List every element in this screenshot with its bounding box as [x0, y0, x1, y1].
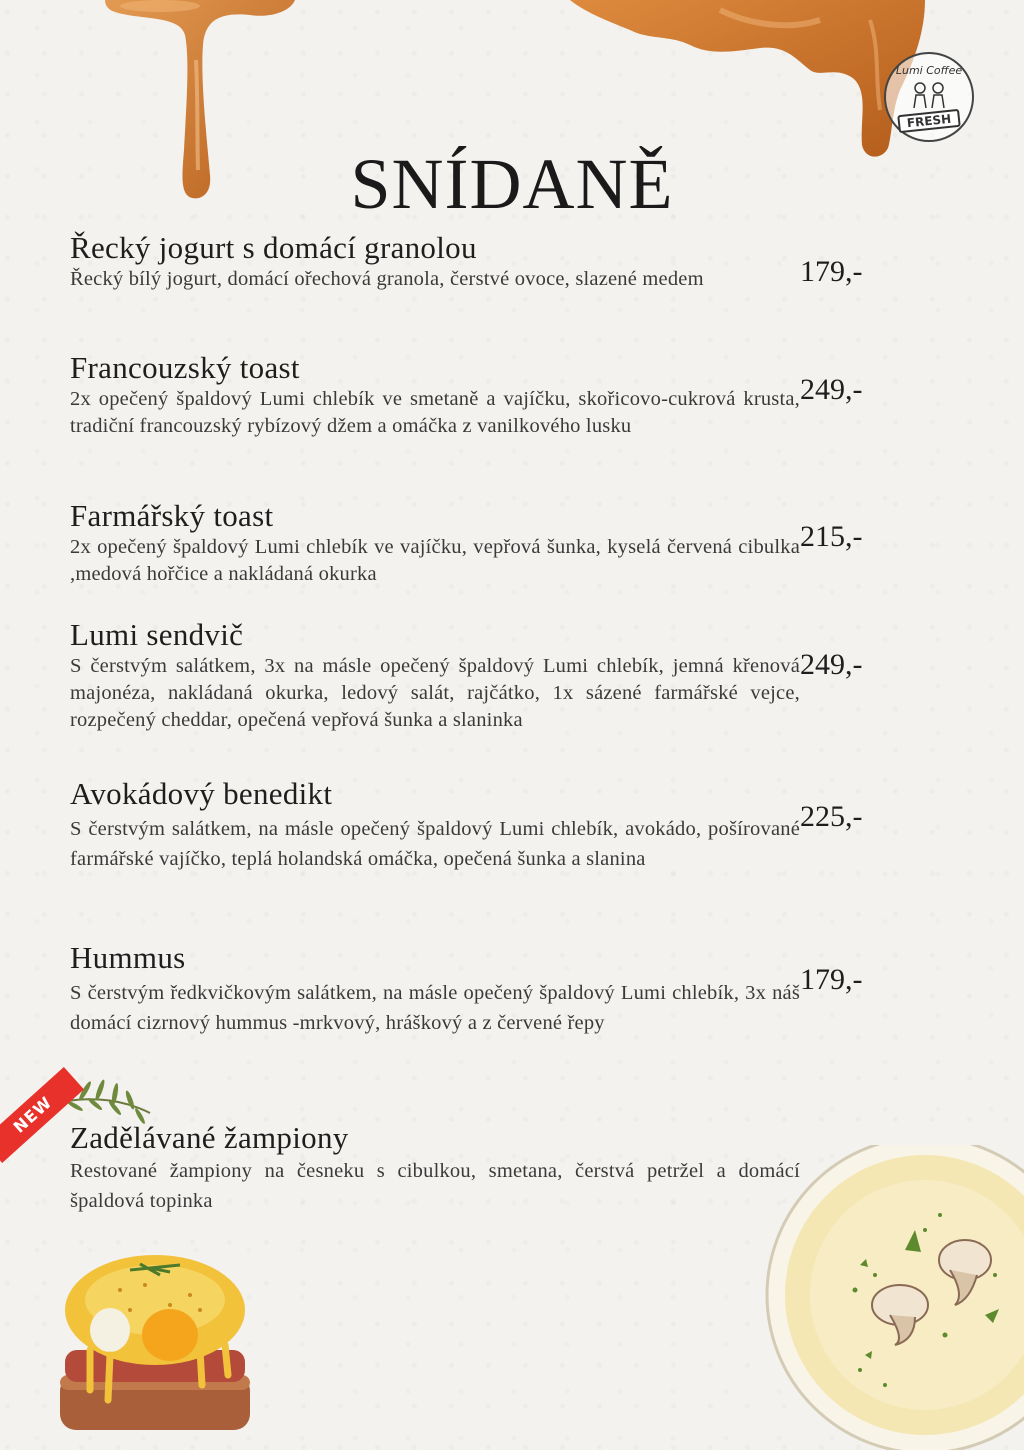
item-description: Řecký bílý jogurt, domácí ořechová granola, čerstvé ovoce, slazené medem — [70, 268, 704, 290]
menu-item — [70, 940, 800, 1038]
caramel-splash-icon — [570, 0, 930, 160]
item-name: Avokádový benedikt — [70, 776, 333, 811]
benedict-illustration-icon — [50, 1250, 260, 1440]
menu-item — [70, 617, 800, 734]
item-description: Restované žampiony na česneku s cibulkou, smetana, čerstvá petržel a domácí špaldová topinka — [70, 1160, 800, 1212]
item-price: 215,- — [800, 520, 863, 553]
menu-item — [70, 350, 800, 440]
mushroom-soup-icon — [765, 1145, 1024, 1450]
page-title: SNÍDANĚ — [350, 144, 674, 225]
item-name: Řecký jogurt s domácí granolou — [70, 230, 477, 265]
item-price: 249,- — [800, 373, 863, 406]
logo-badge: FRESH — [897, 109, 961, 133]
item-name: Lumi sendvič — [70, 617, 244, 652]
item-price: 225,- — [800, 800, 863, 833]
logo-text: Lumi Coffee — [895, 64, 963, 77]
menu-item — [70, 1120, 800, 1216]
item-price: 179,- — [800, 255, 863, 288]
item-price: 179,- — [800, 963, 863, 996]
lumi-coffee-logo — [884, 52, 974, 142]
menu-item — [70, 498, 800, 588]
logo-figures-icon — [908, 80, 950, 110]
item-description: 2x opečený špaldový Lumi chlebík ve smetaně a vajíčku, skořicovo-cukrová krusta, tradiční francouzský rybízový džem a omáčka z vanilkového lusku — [70, 388, 800, 437]
item-description: S čerstvým salátkem, na másle opečený špaldový Lumi chlebík, avokádo, pošírované farmářské vajíčko, teplá holandská omáčka, opečená šunka a slanina — [70, 818, 800, 870]
menu-item — [70, 230, 800, 293]
item-name: Zadělávané žampiony — [70, 1120, 349, 1155]
new-badge: NEW — [0, 1067, 84, 1163]
item-name: Francouzský toast — [70, 350, 300, 385]
item-description: S čerstvým salátkem, 3x na másle opečený špaldový Lumi chlebík, jemná křenová majonéza, nakládaná okurka, ledový salát, rajčátko, 1x sázené farmářské vejce, rozpečený cheddar, opečená vepřová šunka a slaninka — [70, 655, 800, 731]
menu-item — [70, 776, 800, 874]
item-price: 249,- — [800, 648, 863, 681]
item-description: 2x opečený špaldový Lumi chlebík ve vajíčku, vepřová šunka, kyselá červená cibulka ,medová hořčice a nakládaná okurka — [70, 536, 800, 585]
item-name: Farmářský toast — [70, 498, 274, 533]
item-description: S čerstvým ředkvičkovým salátkem, na másle opečený špaldový Lumi chlebík, 3x náš domácí cizrnový hummus -mrkvový, hráškový a z červené řepy — [70, 982, 800, 1034]
item-name: Hummus — [70, 940, 186, 975]
